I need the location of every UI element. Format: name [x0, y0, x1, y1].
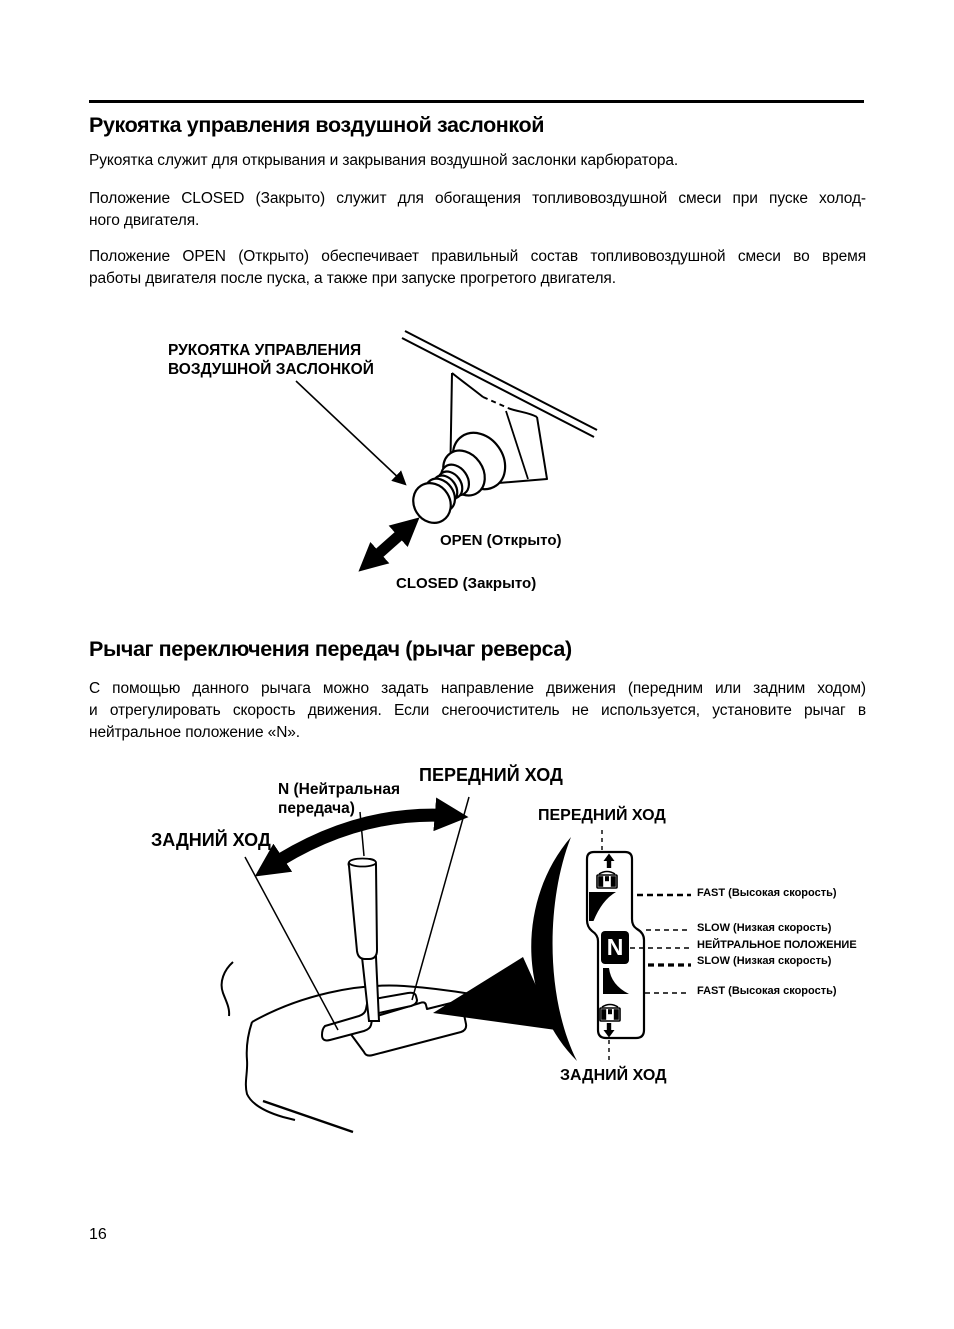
section2-para-line2: и отрегулировать скорость движения. Если снегоочиститель не используется, установите рычаг в	[89, 702, 866, 719]
choke-callout-line1: РУКОЯТКА УПРАВЛЕНИЯ	[168, 342, 362, 359]
speed-label-fast-reverse: FAST (Высокая скорость)	[697, 985, 837, 997]
section1-para3-line2: работы двигателя после пуска, а также при запуске прогретого двигателя.	[89, 270, 616, 287]
section2-para-line1: С помощью данного рычага можно задать направление движения (передним или задним ходом)	[89, 680, 866, 697]
open-label: OPEN (Открыто)	[440, 532, 562, 549]
arc-reverse-label: ЗАДНИЙ ХОД	[151, 830, 271, 850]
section1-heading: Рукоятка управления воздушной заслонкой	[89, 113, 545, 137]
section1-para2-line2: ного двигателя.	[89, 212, 200, 229]
closed-label: CLOSED (Закрыто)	[396, 575, 537, 592]
speed-label-slow-reverse: SLOW (Низкая скорость)	[697, 955, 832, 967]
top-rule	[89, 100, 864, 103]
page-number: 16	[89, 1226, 107, 1243]
neutral-callout-line2: передача)	[278, 800, 355, 817]
panel-reverse-label: ЗАДНИЙ ХОД	[560, 1067, 667, 1084]
callout-leader-arrow	[296, 381, 404, 483]
choke-callout	[168, 341, 374, 379]
speed-label-neutral: НЕЙТРАЛЬНОЕ ПОЛОЖЕНИЕ	[697, 939, 857, 951]
section2-para-line3: нейтральное положение «N».	[89, 724, 301, 741]
neutral-position-badge: N	[601, 931, 629, 964]
choke-callout-line2: ВОЗДУШНОЙ ЗАСЛОНКОЙ	[168, 361, 374, 378]
section1-para1: Рукоятка служит для открывания и закрывания воздушной заслонки карбюратора.	[89, 152, 679, 169]
neutral-callout-line1: N (Нейтральная	[278, 781, 401, 798]
neutral-callout	[278, 780, 400, 818]
open-closed-double-arrow-icon	[367, 525, 411, 564]
section1-para2-line1: Положение CLOSED (Закрыто) служит для обогащения топливовоздушной смеси при пуске холод-	[89, 190, 866, 207]
panel-forward-label: ПЕРЕДНИЙ ХОД	[538, 807, 666, 824]
section1-para3-line1: Положение OPEN (Открыто) обеспечивает правильный состав топливовоздушной смеси во время	[89, 248, 866, 265]
speed-label-fast-forward: FAST (Высокая скорость)	[697, 887, 837, 899]
shift-lever-icon	[349, 859, 379, 1022]
section2-heading: Рычаг переключения передач (рычаг реверса)	[89, 637, 572, 661]
speed-label-slow-forward: SLOW (Низкая скорость)	[697, 922, 832, 934]
arc-forward-label: ПЕРЕДНИЙ ХОД	[419, 765, 563, 785]
